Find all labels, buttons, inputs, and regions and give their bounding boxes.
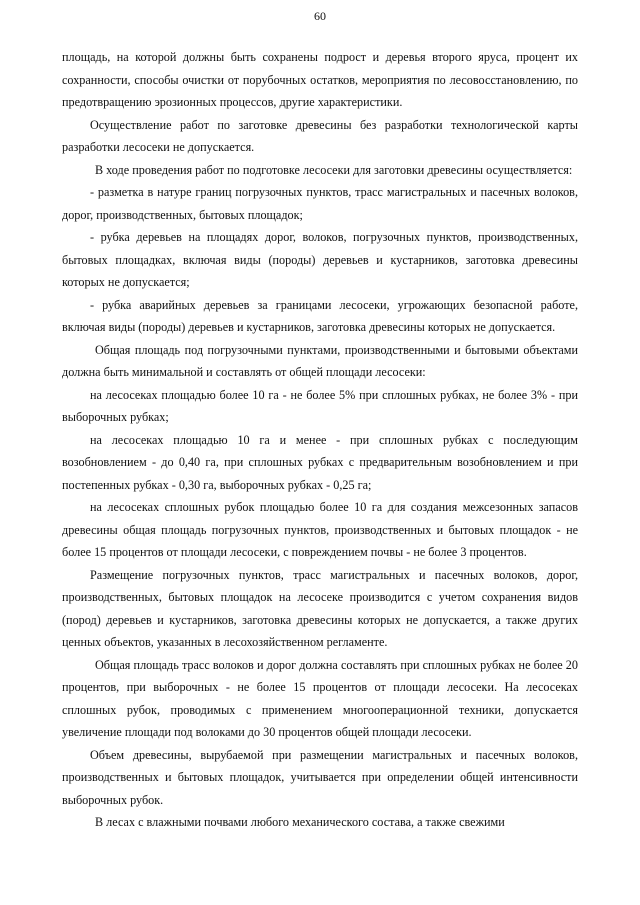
paragraph-2: Осуществление работ по заготовке древесины без разработки технологической карты разработки лесосеки не допускается.	[62, 117, 578, 154]
paragraph-6: на лесосеках площадью 10 га и менее - при сплошных рубках с последующим возобновлением - до 0,40 га, при сплошных рубках с предварительным возобновлением и при постепенных рубках - 0,30 га, выборочных рубках - 0,25 га;	[62, 432, 578, 492]
paragraph-11: В лесах с влажными почвами любого механического состава, а также свежими	[95, 815, 505, 829]
list-item-1: - разметка в натуре границ погрузочных пунктов, трасс магистральных и пасечных волоков, дорог, производственных, бытовых площадок;	[62, 185, 578, 222]
list-item-3: - рубка аварийных деревьев за границами лесосеки, угрожающих безопасной работе, включая виды (породы) деревьев и кустарников, заготовка древесины которых не допускается.	[62, 297, 578, 334]
paragraph-1: площадь, на которой должны быть сохранены подрост и деревья второго яруса, процент их сохранности, способы очистки от порубочных остатков, мероприятия по лесовосстановлению, по предотвращению эрозионных процессов, другие характеристики.	[62, 50, 578, 109]
paragraph-3: В ходе проведения работ по подготовке лесосеки для заготовки древесины осуществляется:	[95, 162, 573, 177]
paragraph-7: на лесосеках сплошных рубок площадью более 10 га для создания межсезонных запасов древесины общая площадь погрузочных пунктов, производственных и бытовых площадок - не более 15 процентов от площади лесосеки, с повреждением почвы - не более 3 процентов.	[62, 500, 578, 559]
document-body	[62, 46, 578, 834]
paragraph-9: Общая площадь трасс волоков и дорог должна составлять при сплошных рубках не более 20 процентов, при выборочных - не более 15 процентов от площади лесосеки. На лесосеках сплошных рубок, проводимых с применением многооперационной техники, допускается увеличение площади под волоками до 30 процентов общей площади лесосеки.	[62, 657, 578, 739]
paragraph-5: на лесосеках площадью более 10 га - не более 5% при сплошных рубках, не более 3% - при выборочных рубках;	[62, 387, 578, 424]
paragraph-8: Размещение погрузочных пунктов, трасс магистральных и пасечных волоков, дорог, производственных, бытовых площадок на лесосеке производится с учетом сохранения видов (пород) деревьев и кустарников, заготовка древесины которых не допускается, а также других ценных объектов, указанных в лесохозяйственном регламенте.	[62, 567, 578, 649]
list-item-2: - рубка деревьев на площадях дорог, волоков, погрузочных пунктов, производственных, бытовых площадках, включая виды (породы) деревьев и кустарников, заготовка древесины которых не допускается;	[62, 230, 578, 289]
page-number: 60	[314, 9, 326, 23]
paragraph-10: Объем древесины, вырубаемой при размещении магистральных и пасечных волоков, производственных и бытовых площадок, учитывается при определении общей интенсивности выборочных рубок.	[62, 747, 578, 807]
paragraph-4: Общая площадь под погрузочными пунктами, производственными и бытовыми объектами должна быть минимальной и составлять от общей площади лесосеки:	[62, 342, 578, 379]
